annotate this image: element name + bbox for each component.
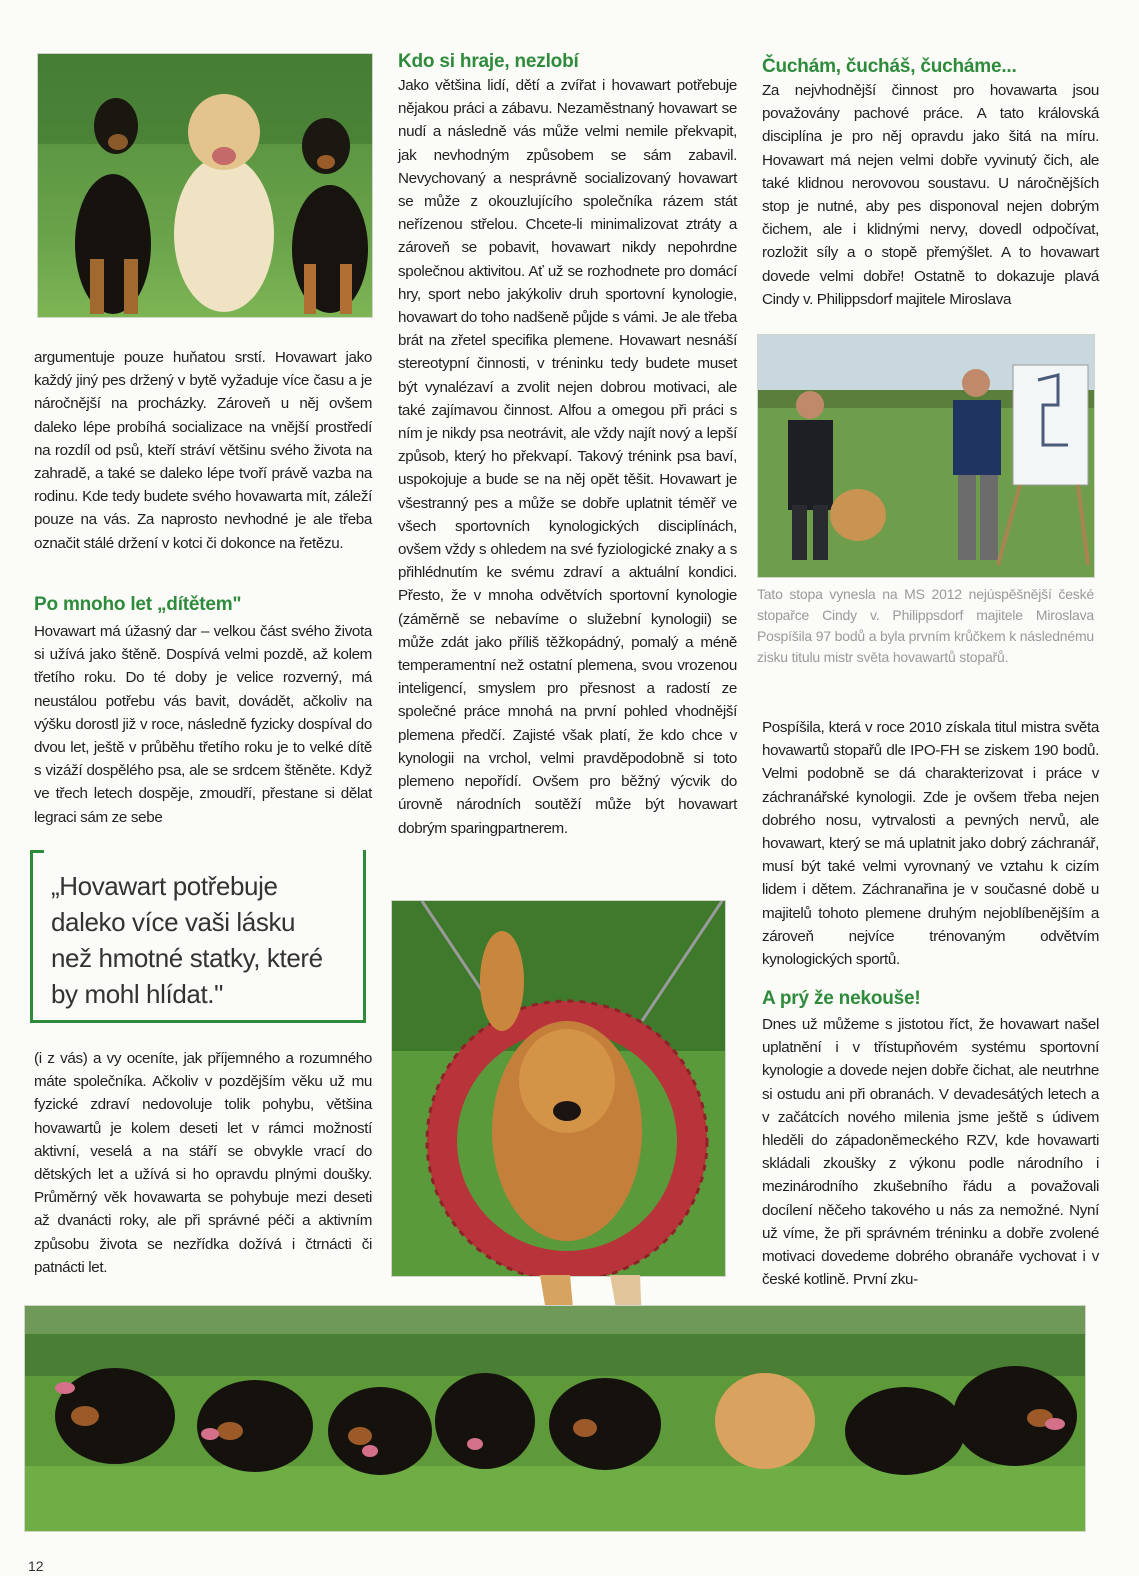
col1-paragraph-1: argumentuje pouze huňatou srstí. Hovawart jako každý jiný pes držený v bytě vyžaduje více času a je náročnější na procházky. Zároveň u něj ovšem daleko lépe probíhá socializace na vnější prostředí na rozdíl od psů, kteří stráví většinu svého života na zahradě, a také se daleko lépe tvoří právě vazba na rodinu. Kde tedy budete svého hovawarta mít, záleží pouze na vás. Za naprosto nevhodné je ale třeba označit stálé držení v kotci či dokonce na řetězu. <box>34 349 372 552</box>
photo-dog-tire-jump <box>391 900 726 1277</box>
col1-heading-po-mnoho-let: Po mnoho let „dítětem" <box>34 594 242 615</box>
pull-quote-text: „Hovawart potřebuje daleko více vaši lásku než hmotné statky, které by mohl hlídat." <box>51 871 323 1009</box>
photo-dog-lineup <box>24 1305 1086 1532</box>
page-number: 12 <box>28 1558 44 1574</box>
three-dogs-image <box>38 54 372 317</box>
col3-heading-cucham: Čuchám, čucháš, čucháme... <box>762 56 1017 77</box>
quote-top-left-tick <box>30 850 44 853</box>
col2-paragraph: Jako většina lidí, dětí a zvířat i hovawart potřebuje nějakou práci a zábavu. Nezaměstnaný hovawart se nudí a následně vás může velmi nemile překvapit, jak nevhodným způsobem se sám zabavil. Nevychovaný a nesprávně socializovaný hovawart se může z okouzlujícího společníka rázem stát neřízenou střelou. Chcete-li minimalizovat ztráty a zároveň se pobavit, hovawart nikdy nepohrdne společnou aktivitou. Ať už se rozhodnete pro domácí hry, sport nebo jakýkoliv druh sportovní kynologie, hovawart do toho nadšeně půjde s vámi. Je ale třeba brát na zřetel specifika plemene. Hovawart nesnáší stereotypní činnosti, v tréninku tedy budete muset být vynalézaví a zvolit nejen dobrou motivaci, ale také zajímavou činnost. Alfou a omegou při práci s ním je nikdy psa neotrávit, ale vždy najít nový a lepší způsob, který ho překvapí. Takový trénink psa baví, uspokojuje a bude se na něj opět těšit. Hovawart je všestranný pes a může se dobře uplatnit téměř ve všech sportovních kynologických disciplínách, ovšem vždy s ohledem na své fyziologické znaky a s přihlédnutím ke svému zdraví a aktuální kondici. Přesto, že v mnoha odvětvích sportovní kynologie (záměrně se nebavíme o služební kynologii) se může zdát jako příliš těžkopádný, pomalý a méně temperamentní než ostatní plemena, svou vrozenou inteligencí, smyslem pro přesnost a radostí ze společné práce mnohá na první pohled vhodnější plemena předčí. Zajisté však platí, že kdo chce v kynologii na vrchol, velmi pravděpodobně si toto plemeno nepořídí. Ovšem pro běžný výcvik do úrovně národních soutěží může být hovawart dobrým sparingpartnerem. <box>398 77 737 837</box>
photo-caption: Tato stopa vynesla na MS 2012 nejúspěšnější české stopařce Cindy v. Philippsdorf majitele Miroslava Pospíšila 97 bodů a byla prvním krůčkem k následnému zisku titulu mistr světa hovawartů stopařů. <box>757 586 1094 665</box>
col3-paragraph-3: Dnes už můžeme s jistotou říct, že hovawart našel uplatnění i v třístupňovém systému sportovní kynologie a dovede nejen dobře čichat, ale neutrhne si ostudu ani při obranách. V devadesátých letech a v začátcích nového milenia jsme ještě s údivem hleděli do západoněmeckého RZV, kde hovawarti skládali zkoušky z výkonu podle národního i mezinárodního zkušebního řádu a považovali docílení něčeho takového u nás za nemožné. Nyní už víme, že při správném tréninku a dobře zvolené motivaci dovedeme dobrého obranáře vychovat i v české kotlině. První zku- <box>762 1016 1099 1289</box>
photo-three-dogs <box>37 53 373 318</box>
col3-paragraph-2: Pospíšila, která v roce 2010 získala titul mistra světa hovawartů stopařů dle IPO-FH se ziskem 190 bodů. Velmi podobně se dá charakterizovat i práce v záchranářské kynologii. Zde je ovšem třeba nejen dobrého nosu, vytrvalosti a pevných nervů, ale hovawart, který se má uplatnit jako dobrý záchranář, musí být také velmi vyrovnaný ve vztahu k cizím lidem i dětem. Záchranařina je v současné době u majitelů tohoto plemene druhým nejoblíbenějším a zároveň nejvíce trénovaným odvětvím kynologických sportů. <box>762 719 1099 969</box>
col3-heading-a-pry-ze-nekouse: A prý že nekouše! <box>762 988 921 1009</box>
dog-lineup-image <box>25 1306 1085 1531</box>
col1-paragraph-2: Hovawart má úžasný dar – velkou část svého života si užívá jako štěně. Dospívá velmi pozdě, až kolem třetího roku. Do té doby je velice rozverný, má neustálou potřebu vás bavit, dovádět, ačkoliv na výšku dorostl již v roce, následně fyzicky dospíval do dvou let, ještě v průběhu třetího roku je to velké dítě s vizáží dospělého psa, ale se srdcem štěněte. Když ve třech letech dospěje, zmoudří, přestane si dělat legraci sám ze sebe <box>34 623 372 826</box>
dog-tire-image <box>392 901 725 1276</box>
photo-tracking-trainers <box>757 334 1095 578</box>
col3-paragraph-1: Za nejvhodnější činnost pro hovawarta jsou považovány pachové práce. A tato královská disciplína je pro něj opravdu jako šitá na míru. Hovawart má nejen velmi dobře vyvinutý čich, ale také klidnou nerovovou soustavu. U náročnějších stop je nutné, aby pes disponoval nejen dobrým čichem, ale i klidnými nervy, dovedl odpočívat, rozložit síly a o stopě přemýšlet. A to hovawart dovede velmi dobře! Ostatně to dokazuje plavá Cindy v. Philippsdorf majitele Miroslava <box>762 82 1099 308</box>
col1-paragraph-3: (i z vás) a vy oceníte, jak příjemného a rozumného máte společníka. Ačkoliv v pozdějším věku už mu fyzické zdraví nedovoluje tolik pohybu, většina hovawartů je kolem deseti let v rámci možností aktivní, veselá a na stáří se obvykle vrací do dětských let a užívá si ho opravdu plnými doušky. Průměrný věk hovawarta se pohybuje mezi deseti až dvanácti roky, ale při správné péči a aktivním způsobu života se nezřídka dožívá i čtrnácti či patnácti let. <box>34 1050 372 1276</box>
trainers-image <box>758 335 1094 577</box>
pull-quote-box <box>30 850 366 1023</box>
col2-heading-kdo-si-hraje: Kdo si hraje, nezlobí <box>398 51 579 72</box>
